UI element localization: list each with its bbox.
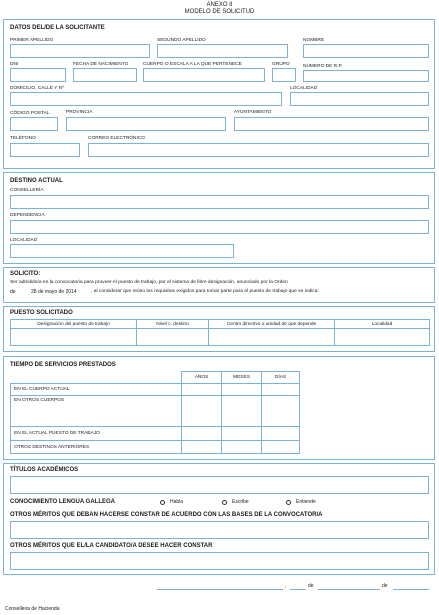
- firma-comma: ,: [285, 583, 287, 589]
- tiempo-col-dias: DÍAS: [261, 371, 300, 384]
- tiempo-col-anos: AÑOS: [181, 371, 222, 384]
- puesto-col-localidad: Localidad: [334, 319, 430, 329]
- dependencia-label: DEPENDENCIA: [10, 213, 45, 218]
- tiempo-row-otros-cuerpos: EN OTROS CUERPOS: [10, 395, 182, 427]
- meritos-bases-field[interactable]: [10, 521, 429, 539]
- otros-cuerpos-meses[interactable]: [221, 395, 262, 427]
- puesto-col-designacion: Designación del puesto de trabajo: [10, 319, 137, 329]
- dependencia-field[interactable]: [10, 220, 429, 234]
- nombre-field[interactable]: [303, 44, 429, 58]
- correo-field[interactable]: [88, 143, 429, 157]
- grupo-label: GRUPO: [272, 62, 290, 67]
- tiempo-title: TIEMPO DE SERVICIOS PRESTADOS: [10, 362, 116, 368]
- puesto-nivel-field[interactable]: [136, 328, 209, 346]
- lugar-line[interactable]: [157, 589, 283, 590]
- localidad-label: LOCALIDAD: [290, 86, 318, 91]
- otros-destinos-dias[interactable]: [261, 440, 300, 454]
- puesto-col-nivel: Nivel c. destino: [136, 319, 209, 329]
- fecha-nacimiento-label: FECHA DE NACIMIENTO: [73, 62, 129, 67]
- actual-puesto-dias[interactable]: [261, 426, 300, 441]
- puesto-title: PUESTO SOLICITADO: [10, 310, 73, 316]
- solicitante-title: DATOS DEL/DE LA SOLICITANTE: [10, 25, 105, 31]
- puesto-col-centro: Centro directivo o unidad de que depende: [208, 319, 335, 329]
- dni-field[interactable]: [10, 68, 66, 82]
- footer-conselleria: Conselleira de Hacienda: [5, 606, 60, 612]
- escribe-label: Escribe: [232, 499, 249, 505]
- dia-line[interactable]: [290, 589, 306, 590]
- solicito-de: de: [10, 289, 16, 295]
- ano-line[interactable]: [393, 589, 429, 590]
- conselleria-field[interactable]: [10, 195, 429, 209]
- puesto-designacion-field[interactable]: [10, 328, 137, 346]
- meritos-bases-title: OTROS MÉRITOS QUE DEBAN HACERSE CONSTAR DE ACUERDO CON LAS BASES DE LA CONVOCATORIA: [10, 512, 323, 518]
- ayuntamiento-label: AYUNTAMIENTO: [234, 110, 272, 115]
- domicilio-field[interactable]: [10, 92, 282, 106]
- lengua-title: CONOCIMIENTO LENGUA GALLEGA: [10, 499, 115, 505]
- solicito-text-line2: , al considerar que reúno los requisitos exigidos para tomar parte para el puesto de trabajo que se indica:: [91, 289, 319, 294]
- escribe-radio[interactable]: [222, 500, 227, 505]
- codigo-postal-label: CÓDIGO POSTAL: [10, 111, 50, 116]
- cuerpo-escala-field[interactable]: [143, 68, 265, 82]
- otros-destinos-anos[interactable]: [181, 440, 222, 454]
- otros-cuerpos-dias[interactable]: [261, 395, 300, 427]
- correo-label: CORREO ELECTRÓNICO: [88, 136, 146, 141]
- domicilio-label: DOMICILIO, CALLE Y Nº: [10, 86, 64, 91]
- ayuntamiento-field[interactable]: [234, 117, 429, 131]
- solicito-text-line1: Ser admitido/a en la convocatoria para proveer el puesto de trabajo, por el sistema de libre designación, anunciado por la Orden: [10, 280, 288, 285]
- entiende-label: Entiende: [296, 499, 316, 505]
- firma-de-2: de: [382, 583, 388, 589]
- meritos-candidato-field[interactable]: [10, 552, 429, 570]
- firma-de-1: de: [308, 583, 314, 589]
- otros-cuerpos-anos[interactable]: [181, 395, 222, 427]
- tiempo-row-otros-destinos: OTROS DESTINOS ANTERIORES: [10, 440, 182, 454]
- tiempo-row-actual-puesto: EN EL ACTUAL PUESTO DE TRABAJO: [10, 426, 182, 441]
- actual-puesto-meses[interactable]: [221, 426, 262, 441]
- provincia-label: PROVINCIA: [66, 110, 93, 115]
- destino-localidad-label: LOCALIDAD: [10, 238, 38, 243]
- nombre-label: NOMBRE: [303, 38, 325, 43]
- entiende-radio[interactable]: [286, 500, 291, 505]
- titulos-field[interactable]: [10, 476, 429, 494]
- segundo-apellido-field[interactable]: [157, 44, 288, 58]
- mes-line[interactable]: [318, 589, 380, 590]
- cuerpo-escala-label: CUERPO O ESCALA A LA QUE PERTENECE: [143, 62, 242, 67]
- grupo-field[interactable]: [272, 68, 296, 82]
- destino-title: DESTINO ACTUAL: [10, 178, 63, 184]
- otros-destinos-meses[interactable]: [221, 440, 262, 454]
- codigo-postal-field[interactable]: [10, 117, 58, 131]
- puesto-localidad-field[interactable]: [334, 328, 430, 346]
- habla-label: Habla: [170, 499, 184, 505]
- segundo-apellido-label: SEGUNDO APELLIDO: [157, 38, 206, 43]
- primer-apellido-label: PRIMER APELLIDO: [10, 38, 54, 43]
- meritos-candidato-title: OTROS MÉRITOS QUE EL/LA CANDIDATO/A DESEE HACER CONSTAR: [10, 543, 213, 549]
- tiempo-col-meses: MESES: [221, 371, 262, 384]
- annex-label: ANEXO II: [206, 2, 233, 8]
- titulos-title: TÍTULOS ACADÉMICOS: [10, 467, 79, 473]
- numero-rp-field[interactable]: [303, 70, 429, 82]
- form-title: MODELO DE SOLICITUD: [184, 9, 255, 15]
- telefono-field[interactable]: [10, 143, 80, 157]
- orden-date: 28 de mayo de 2014: [31, 289, 77, 295]
- telefono-label: TELÉFONO: [10, 136, 36, 141]
- conselleria-label: CONSELLERÍA: [10, 188, 44, 193]
- dni-label: DNI: [10, 62, 19, 67]
- provincia-field[interactable]: [66, 117, 226, 131]
- solicito-title: SOLICITO:: [10, 271, 41, 277]
- primer-apellido-field[interactable]: [10, 44, 150, 58]
- puesto-centro-field[interactable]: [208, 328, 335, 346]
- localidad-field[interactable]: [290, 92, 429, 106]
- destino-localidad-field[interactable]: [10, 244, 234, 258]
- numero-rp-label: NÚMERO DE R.P.: [303, 64, 343, 69]
- fecha-nacimiento-field[interactable]: [73, 68, 137, 82]
- actual-puesto-anos[interactable]: [181, 426, 222, 441]
- tiempo-row-cuerpo-actual: EN EL CUERPO ACTUAL: [10, 383, 182, 396]
- habla-radio[interactable]: [160, 500, 165, 505]
